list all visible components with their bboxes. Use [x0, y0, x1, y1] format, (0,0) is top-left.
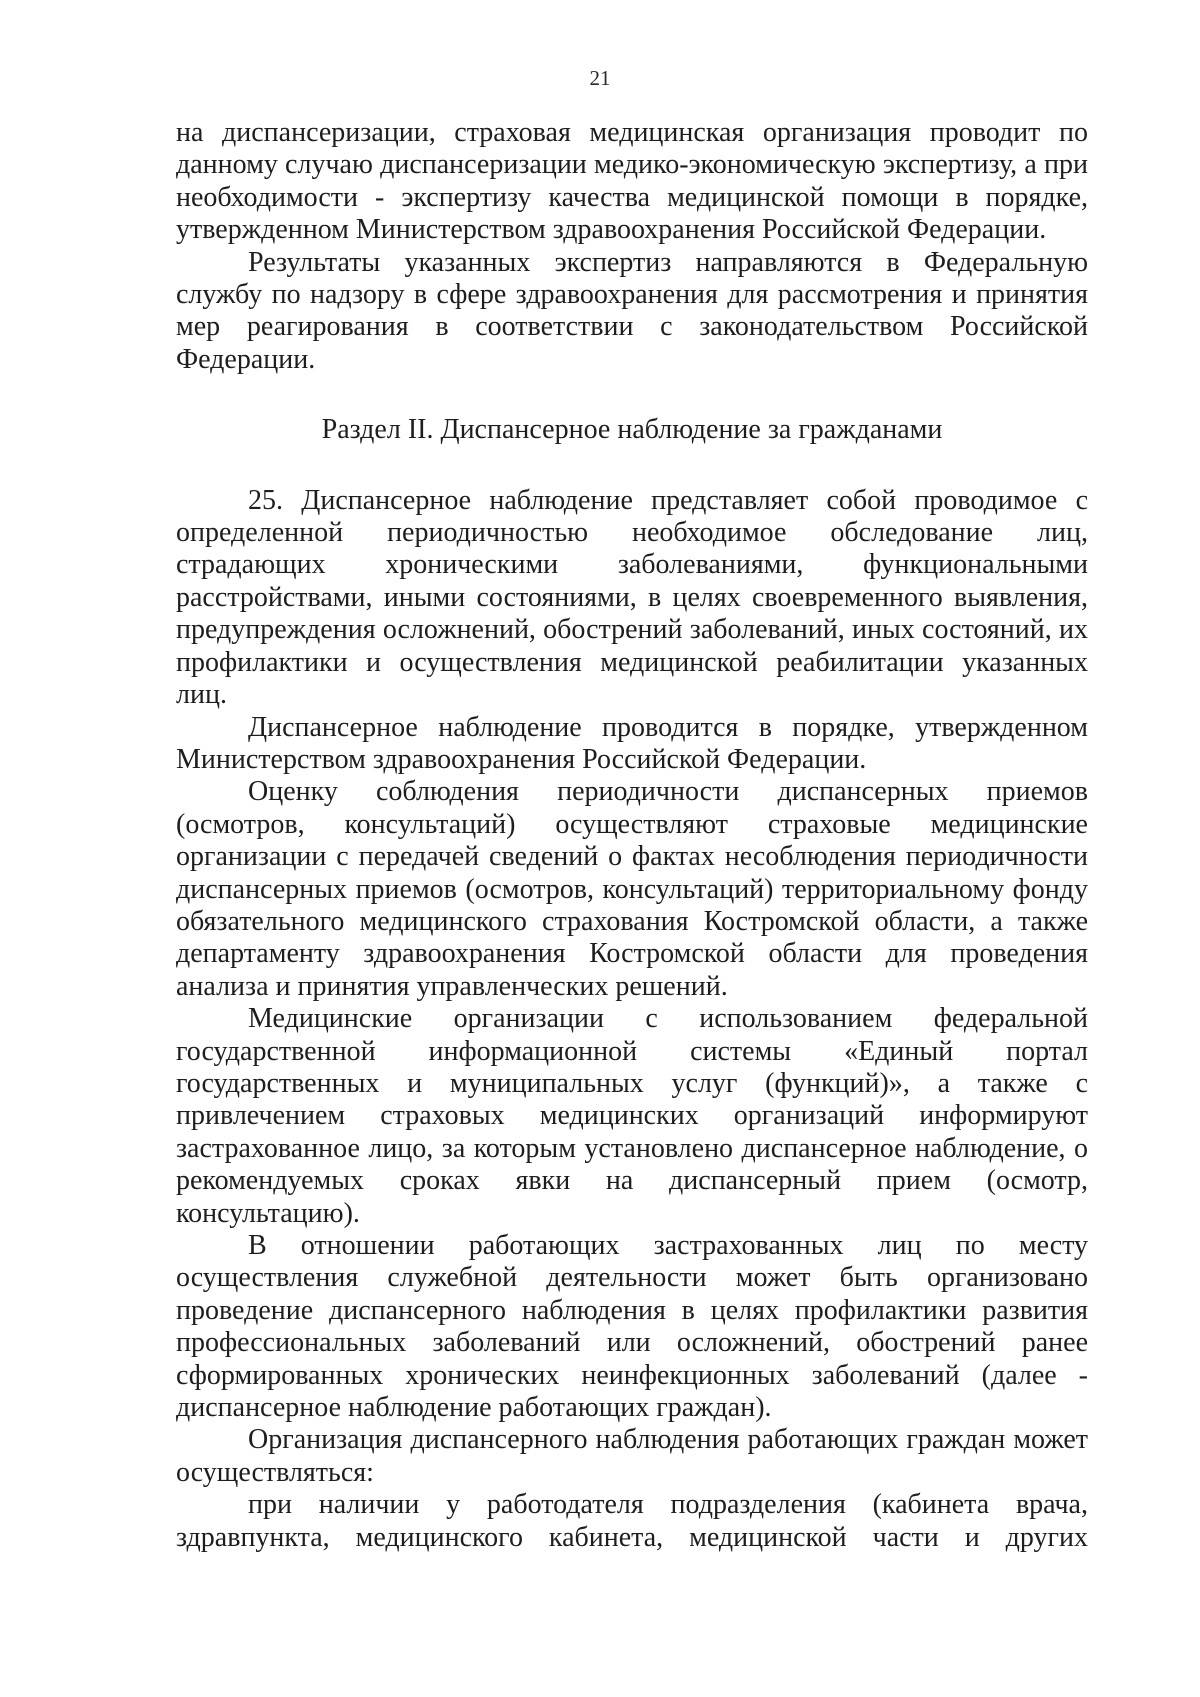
paragraph: Организация диспансерного наблюдения работающих граждан может осуществляться: [176, 1424, 1088, 1488]
paragraph: 25. Диспансерное наблюдение представляет собой проводимое с определенной периодичностью необходимое обследование лиц, страдающих хроническими заболеваниями, функциональными расстройствами, иными состояниями, в целях своевременного выявления, предупреждения осложнений, обострений заболеваний, иных состояний, их профилактики и осуществления медицинской реабилитации указанных лиц. [176, 484, 1088, 711]
paragraph: при наличии у работодателя подразделения (кабинета врача, здравпункта, медицинского кабинета, медицинской части и других [176, 1489, 1088, 1553]
paragraph: Медицинские организации с использованием федеральной государственной информационной системы «Единый портал государственных и муниципальных услуг (функций)», а также с привлечением страховых медицинских организаций информируют застрахованное лицо, за которым установлено диспансерное наблюдение, о рекомендуемых сроках явки на диспансерный прием (осмотр, консультацию). [176, 1003, 1088, 1229]
paragraph: на диспансеризации, страховая медицинская организация проводит по данному случаю диспансеризации медико-экономическую экспертизу, а при необходимости - экспертизу качества медицинской помощи в порядке, утвержденном Министерством здравоохранения Российской Федерации. [176, 117, 1088, 246]
section-heading: Раздел II. Диспансерное наблюдение за гражданами [321, 414, 943, 446]
document-body [176, 117, 1088, 1554]
paragraph: В отношении работающих застрахованных лиц по месту осуществления служебной деятельности может быть организовано проведение диспансерного наблюдения в целях профилактики развития профессиональных заболеваний или осложнений, обострений ранее сформированных хронических неинфекционных заболеваний (далее - диспансерное наблюдение работающих граждан). [176, 1230, 1088, 1424]
paragraph: Оценку соблюдения периодичности диспансерных приемов (осмотров, консультаций) осуществляют страховые медицинские организации с передачей сведений о фактах несоблюдения периодичности диспансерных приемов (осмотров, консультаций) территориальному фонду обязательного медицинского страхования Костромской области, а также департаменту здравоохранения Костромской области для проведения анализа и принятия управленческих решений. [176, 776, 1088, 1002]
paragraph: Диспансерное наблюдение проводится в порядке, утвержденном Министерством здравоохранения Российской Федерации. [176, 711, 1088, 775]
paragraph: Результаты указанных экспертиз направляются в Федеральную службу по надзору в сфере здравоохранения для рассмотрения и принятия мер реагирования в соответствии с законодательством Российской Федерации. [176, 246, 1088, 375]
page-number: 21 [589, 66, 611, 90]
